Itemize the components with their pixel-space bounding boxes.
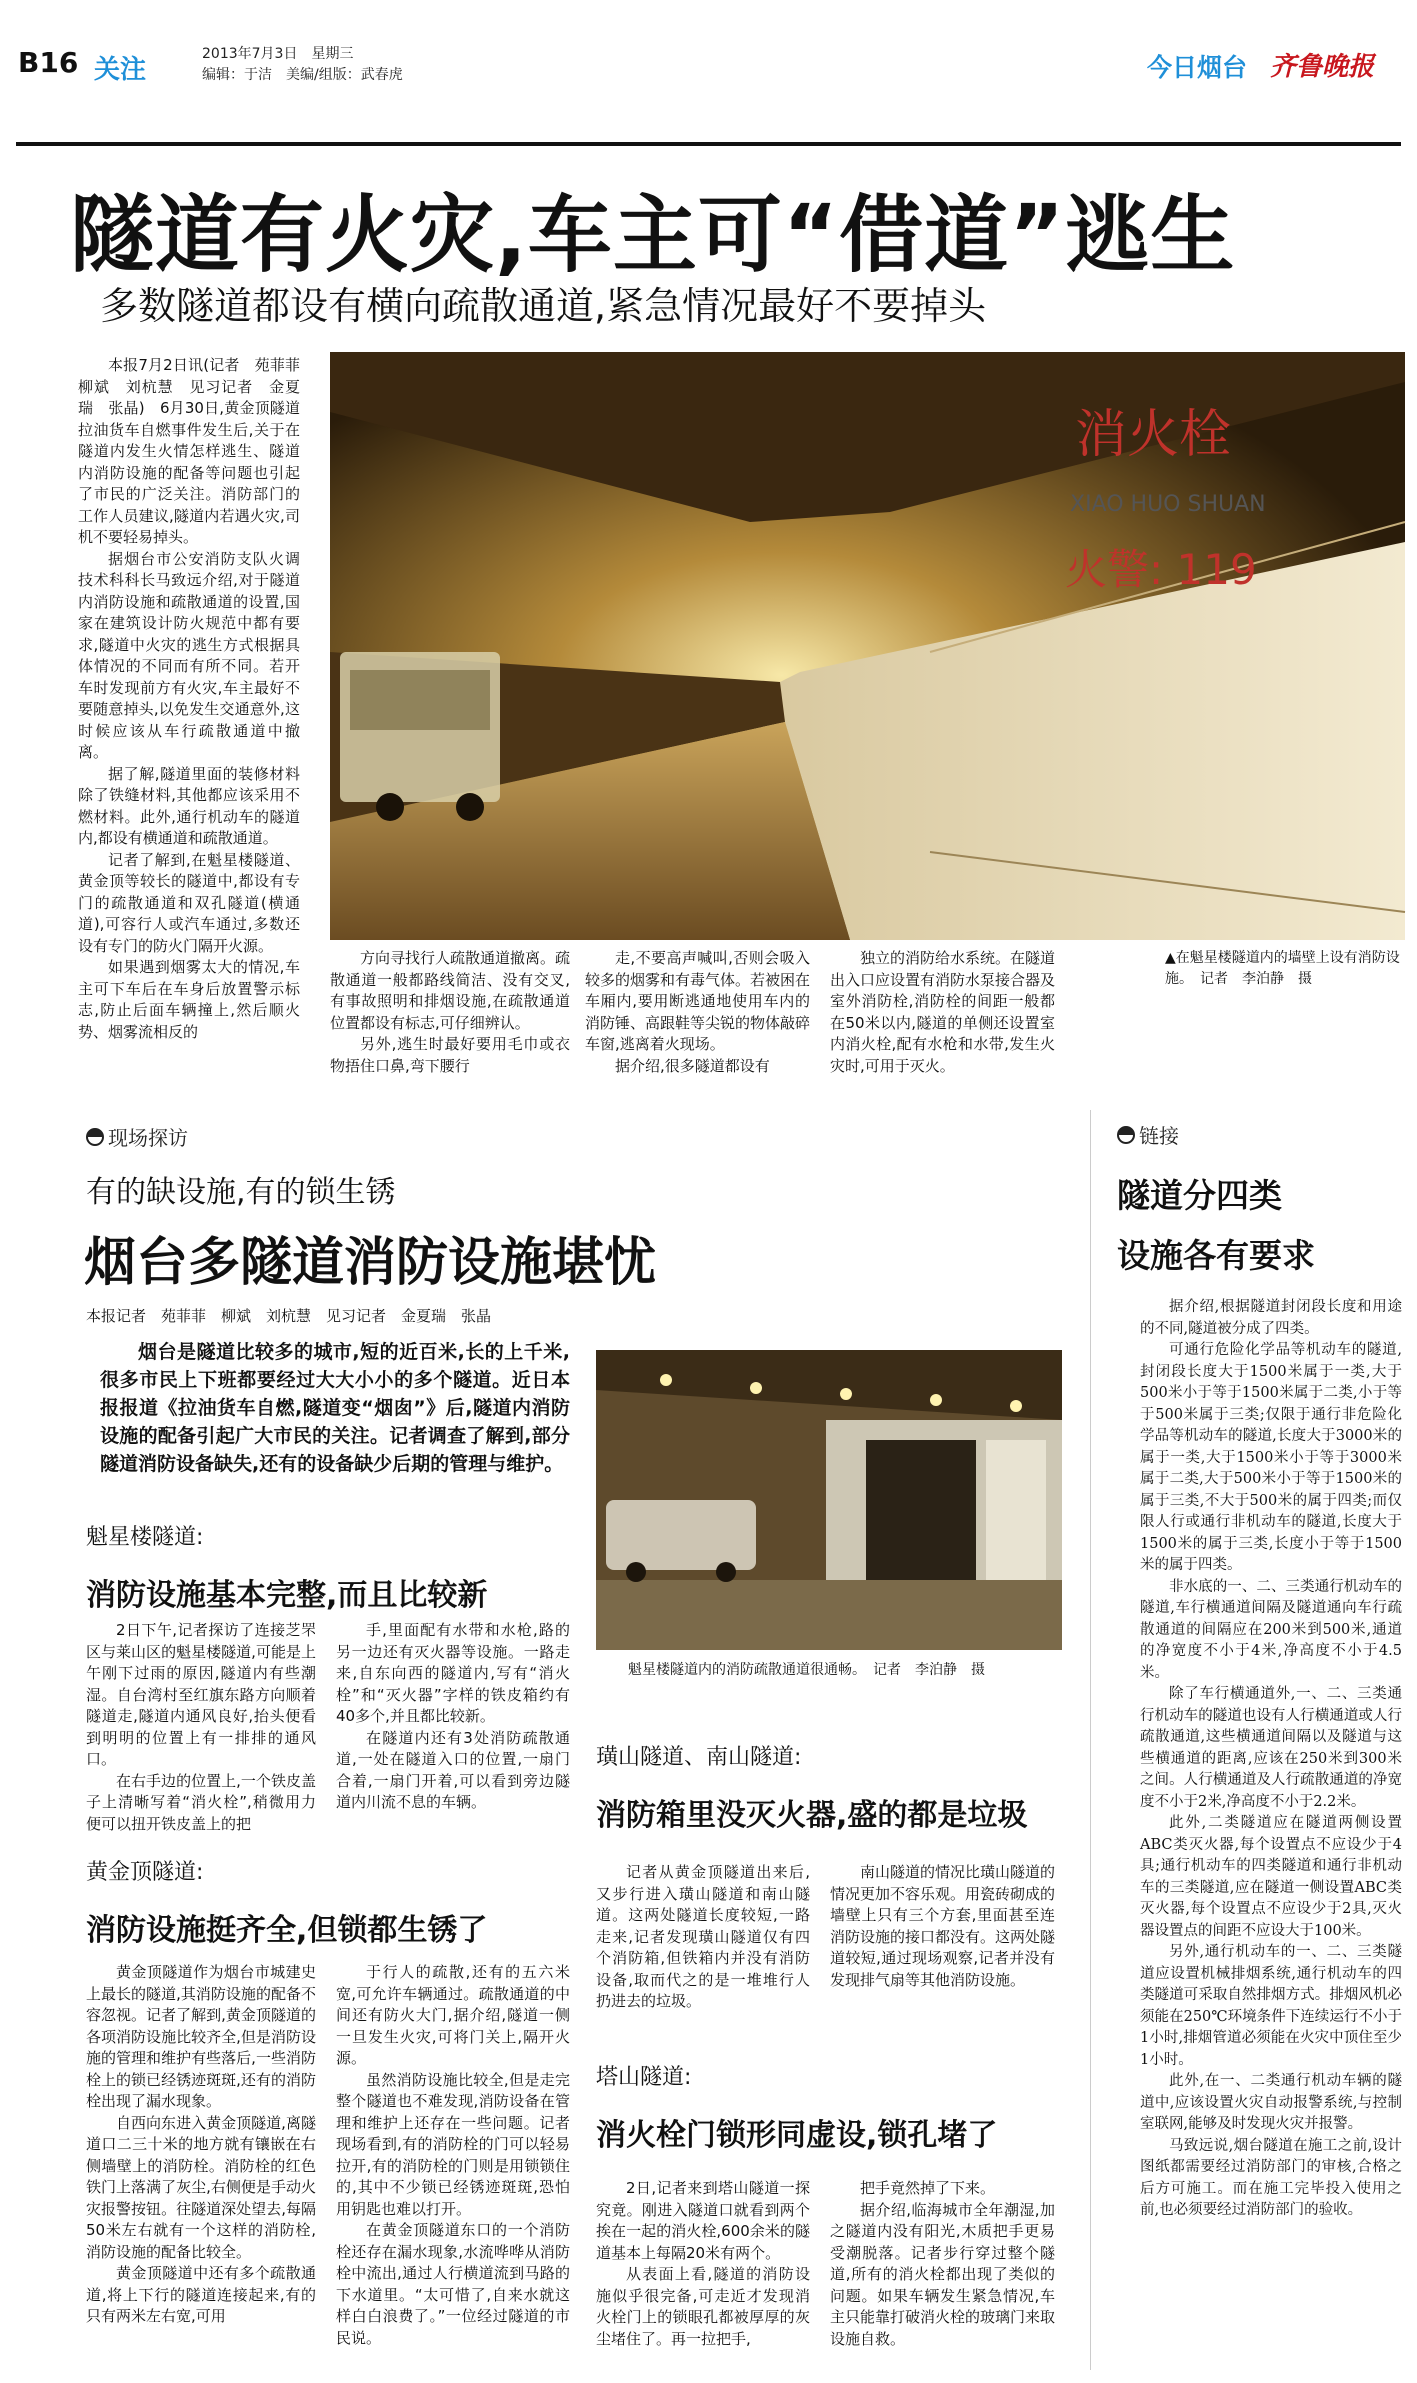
paragraph: 另外,通行机动车的一、二、三类隧道应设置机械排烟系统,通行机动车的四类隧道可采取自然排烟方式。排烟风机必须能在250℃环境条件下连续运行不小于1小时,排烟管道必须能在火灾中顶住至少1小时。 (1140, 1944, 1402, 2068)
paragraph: 记者了解到,在魁星楼隧道、黄金顶等较长的隧道中,都设有专门的疏散通道和双孔隧道(横通道),可容行人或汽车通过,多数还设有专门的防火门隔开火源。 (78, 850, 300, 955)
s3-title: 消防箱里没灭火器,盛的都是垃圾 (596, 1798, 1028, 1833)
paragraph: 在右手边的位置上,一个铁皮盖子上清晰写着“消火栓”,稍微用力便可以扭开铁皮盖上的把 (86, 1771, 316, 1833)
paragraph: 据介绍,很多隧道都设有 (615, 1056, 770, 1075)
main-col-1 (78, 355, 316, 1085)
s2-col-1 (86, 1962, 316, 2370)
paragraph: 虽然消防设施比较全,但是走完整个隧道也不难发现,消防设备在管理和维护上还存在一些问题。记者现场看到,有的消防栓的门可以轻易拉开,有的消防栓的门则是用锁锁住的,其中不少锁已经锈迹斑斑,恐怕用钥匙也难以打开。 (336, 2070, 570, 2218)
tag-label: 链接 (1139, 1124, 1179, 1148)
issue-date: 2013年7月3日 星期三 (202, 46, 354, 62)
lead-paragraph: 烟台是隧道比较多的城市,短的近百米,长的上千米,很多市民上下班都要经过大大小小的多个隧道。近日本报报道《拉油货车自燃,隧道变“烟囱”》后,隧道内消防设施的配备引起广大市民的关注。记者调查了解到,部分隧道消防设备缺失,还有的设备缺少后期的管理与维护。 (100, 1341, 570, 1475)
sidebar-title-1: 隧道分四类 (1117, 1176, 1282, 1215)
headline: 隧道有火灾,车主可“借道”逃生 (70, 186, 1236, 284)
s1-col-1 (86, 1620, 316, 1833)
header-rule (16, 142, 1401, 146)
paragraph: 独立的消防给水系统。在隧道出入口应设置有消防水泵接合器及室外消防栓,消防栓的间距一般都在50米以内,隧道的单侧还设置室内消火栓,配有水枪和水带,发生火灾时,可用于灭火。 (830, 949, 1056, 1075)
paragraph: 黄金顶隧道作为烟台市城建史上最长的隧道,其消防设施的配备不容忽视。记者了解到,黄金顶隧道的各项消防设施比较齐全,但是消防设施的管理和维护有些落后,一些消防栓上的锁已经锈迹斑斑,还有的消防栓出现了漏水现象。 (86, 1963, 316, 2110)
tunnel-hydrant-photo (330, 352, 1405, 940)
tag-bullet-icon (86, 1128, 104, 1146)
paragraph: 黄金顶隧道中还有多个疏散通道,将上下行的隧道连接起来,有的只有两米左右宽,可用 (86, 2264, 316, 2325)
paragraph: 记者从黄金顶隧道出来后,又步行进入璜山隧道和南山隧道。这两处隧道长度较短,一路走来,记者发现璜山隧道仅有四个消防箱,但铁箱内并没有消防设备,取而代之的是一堆堆行人扔进去的垃圾。 (596, 1863, 810, 2010)
paragraph: 据了解,隧道里面的装修材料除了铁缝材料,其他都应该采用不燃材料。此外,通行机动车的隧道内,都设有横通道和疏散通道。 (78, 764, 300, 847)
main-col-4 (830, 948, 1055, 1088)
s1-col-2 (336, 1620, 570, 1830)
paragraph: 南山隧道的情况比璜山隧道的情况更加不容乐观。用瓷砖砌成的墙壁上只有三个方套,里面甚至连消防设施的接口都没有。这两处隧道较短,通过现场观察,记者并没有发现排气扇等其他消防设施。 (830, 1863, 1056, 1989)
paragraph: 把手竟然掉了下来。 (860, 2179, 996, 2197)
paper-logo: 齐鲁晚报 (1270, 52, 1375, 82)
header-meta (202, 44, 403, 86)
paragraph: 另外,逃生时最好要用毛巾或衣物捂住口鼻,弯下腰行 (330, 1035, 570, 1075)
paragraph: 2日,记者来到塔山隧道一探究竟。刚进入隧道口就看到两个挨在一起的消火栓,600余米的隧道基本上每隔20米有两个。 (596, 2179, 810, 2262)
main-col-2 (330, 948, 570, 1088)
paragraph: 如果遇到烟雾太大的情况,车主可下车后在车身后放置警示标志,防止后面车辆撞上,然后顺火势、烟雾流相反的 (78, 958, 300, 1041)
paragraph: 本报7月2日讯(记者 苑菲菲 柳斌 刘杭慧 见习记者 金夏瑞 张晶) 6月30日,黄金顶隧道拉油货车自燃事件发生后,关于在隧道内发生火情怎样逃生、隧道内消防设施的配备等问题也引起了市民的广泛关注。消防部门的工作人员建议,隧道内若遇火灾,司机不要轻易掉头。 (78, 356, 316, 546)
paragraph: 自西向东进入黄金顶隧道,离隧道口二三十米的地方就有镶嵌在右侧墙壁上的消防栓。消防栓的红色铁门上落满了灰尘,右侧便是手动火灾报警按钮。往隧道深处望去,每隔50米左右就有一个这样的消防栓,消防设施的配备比较全。 (86, 2113, 316, 2261)
sidebar-title-2: 设施各有要求 (1117, 1236, 1315, 1275)
main-col-3 (585, 948, 810, 1088)
tag-label: 现场探访 (108, 1126, 188, 1150)
section-name: 关注 (94, 55, 147, 85)
subheadline: 多数隧道都设有横向疏散通道,紧急情况最好不要掉头 (100, 284, 987, 328)
paragraph: 手,里面配有水带和水枪,路的另一边还有灭火器等设施。一路走来,自东向西的隧道内,写有“消火栓”和“灭火器”字样的铁皮箱约有40多个,并且都比较新。 (336, 1621, 570, 1725)
paragraph: 据烟台市公安消防支队火调技术科科长马致远介绍,对于隧道内消防设施和疏散通道的设置,国家在建筑设计防火规范中都有要求,隧道中火灾的逃生方式根据具体情况的不同而有所不同。若开车时发现前方有火灾,车主最好不要随意掉头,以免发生交通意外,这时候应该从车行疏散通道中撤离。 (78, 549, 300, 761)
column-name: 今日烟台 (1147, 53, 1248, 82)
s4-col-1 (596, 2178, 810, 2370)
tunnel-photo-graphic (330, 352, 1405, 940)
paragraph: 方向寻找行人疏散通道撤离。疏散通道一般都路线简洁、没有交叉,有事故照明和排烟设施,在疏散通道位置都设有标志,可仔细辨认。 (330, 949, 571, 1032)
tag-bullet-icon (1117, 1126, 1135, 1144)
s3-place: 璜山隧道、南山隧道: (596, 1745, 802, 1770)
evacuation-passage-photo (596, 1350, 1062, 1650)
s1-place: 魁星楼隧道: (86, 1525, 204, 1550)
s3-col-1 (596, 1862, 810, 2037)
passage-photo-graphic (596, 1350, 1062, 1650)
passage-photo-caption: 魁星楼隧道内的消防疏散通道很通畅。 记者 李泊静 摄 (628, 1662, 985, 1678)
s4-col-2 (830, 2178, 1055, 2370)
s2-col-2 (336, 1962, 570, 2370)
paragraph: 2日下午,记者探访了连接芝罘区与莱山区的魁星楼隧道,可能是上午刚下过雨的原因,隧道内有些潮湿。自台湾村至红旗东路方向顺着隧道走,隧道内通风良好,抬头便看到明明的位置上有一排排的通风口。 (86, 1621, 316, 1768)
hydrant-sign-pinyin: XIAO HUO SHUAN (1070, 492, 1266, 517)
paragraph: 此外,在一、二类通行机动车辆的隧道中,应该设置火灾自动报警系统,与控制室联网,能够及时发现火灾并报警。 (1140, 2073, 1402, 2132)
s4-place: 塔山隧道: (596, 2065, 692, 2090)
paragraph: 马致远说,烟台隧道在施工之前,设计图纸都需要经过消防部门的审核,合格之后方可施工。而在施工完毕投入使用之前,也必须要经过消防部门的验收。 (1140, 2137, 1402, 2218)
paragraph: 在隧道内还有3处消防疏散通道,一处在隧道入口的位置,一扇门合着,一扇门开着,可以看到旁边隧道内川流不息的车辆。 (336, 1728, 570, 1811)
editors-credit: 编辑：于洁 美编/组版：武春虎 (202, 67, 403, 83)
s4-title: 消火栓门锁形同虚设,锁孔堵了 (596, 2118, 998, 2153)
s2-title: 消防设施挺齐全,但锁都生锈了 (86, 1913, 488, 1948)
paragraph: 走,不要高声喊叫,否则会吸入较多的烟雾和有毒气体。若被困在车厢内,要用断逃通地使用车内的消防锤、高跟鞋等尖锐的物体敲碎车窗,逃离着火现场。 (585, 949, 811, 1053)
kicker: 有的缺设施,有的锁生锈 (86, 1175, 396, 1210)
paragraph: 除了车行横通道外,一、二、三类通行机动车的隧道也设有人行横通道或人行疏散通道,这些横通道间隔以及隧道与这些横通道的距离,应该在250米到300米之间。人行横通道及人行疏散通道的净宽度不小于2米,净高度不小于2.2米。 (1140, 1686, 1402, 1810)
paragraph: 此外,二类隧道应在隧道两侧设置ABC类灭火器,每个设置点不应设少于4具;通行机动车的四类隧道和通行非机动车的三类隧道,应在隧道一侧设置ABC类灭火器,每个设置点不应设少于2具,灭火器设置点的间距不应设大于100米。 (1140, 1815, 1402, 1939)
section-tag-field (86, 1122, 188, 1151)
paragraph: 于行人的疏散,还有的五六米宽,可允许车辆通过。疏散通道的中间还有防火大门,据介绍,隧道一侧一旦发生火灾,可将门关上,隔开火源。 (336, 1963, 570, 2067)
s1-title: 消防设施基本完整,而且比较新 (86, 1578, 488, 1613)
field-lead (100, 1338, 570, 1478)
paragraph: 据介绍,根据隧道封闭段长度和用途的不同,隧道被分成了四类。 (1140, 1299, 1402, 1337)
paragraph: 可通行危险化学品等机动车的隧道,封闭段长度大于1500米属于一类,大于500米小于等于1500米属于二类,小于等于500米属于三类;仅限于通行非危险化学品等机动车的隧道,长度大于3000米的属于一类,大于1500米小于等于3000米属于二类,大于500米小于等于1500米的属于三类,不大于500米的属于四类;而仅限人行或通行非机动车的隧道,长度大于1500米的属于三类,长度小于等于1500米的属于四类。 (1140, 1342, 1402, 1573)
page-number: B16 (18, 46, 79, 79)
hydrant-sign-phone: 火警: 119 (1065, 545, 1257, 594)
section-tag-link (1117, 1120, 1179, 1149)
s3-col-2 (830, 1862, 1055, 2037)
sidebar-divider (1090, 1110, 1091, 2370)
byline: 本报记者 苑菲菲 柳斌 刘杭慧 见习记者 金夏瑞 张晶 (86, 1307, 492, 1325)
sidebar-body (1140, 1297, 1402, 2372)
paragraph: 非水底的一、二、三类通行机动车的隧道,车行横通道间隔及隧道通向车行疏散通道的间隔应在200米到500米,通道的净宽度不小于4米,净高度不小于4.5米。 (1140, 1578, 1402, 1681)
main-photo-caption: ▲在魁星楼隧道内的墙壁上设有消防设施。 记者 李泊静 摄 (1165, 950, 1400, 987)
paragraph: 据介绍,临海城市全年潮湿,加之隧道内没有阳光,木质把手更易受潮脱落。记者步行穿过整个隧道,所有的消火栓都出现了类似的问题。如果车辆发生紧急情况,车主只能靠打破消火栓的玻璃门来取设施自救。 (830, 2200, 1056, 2348)
field-story-title: 烟台多隧道消防设施堪忧 (84, 1233, 657, 1293)
paragraph: 在黄金顶隧道东口的一个消防栓还存在漏水现象,水流哗哗从消防栓中流出,通过人行横道流到马路的下水道里。“太可惜了,自来水就这样白白浪费了。”一位经过隧道的市民说。 (336, 2221, 570, 2347)
paragraph: 从表面上看,隧道的消防设施似乎很完备,可走近才发现消火栓门上的锁眼孔都被厚厚的灰尘堵住了。再一拉把手, (596, 2265, 810, 2348)
s2-place: 黄金顶隧道: (86, 1860, 204, 1885)
hydrant-sign-chars: 消火栓 (1075, 405, 1232, 465)
